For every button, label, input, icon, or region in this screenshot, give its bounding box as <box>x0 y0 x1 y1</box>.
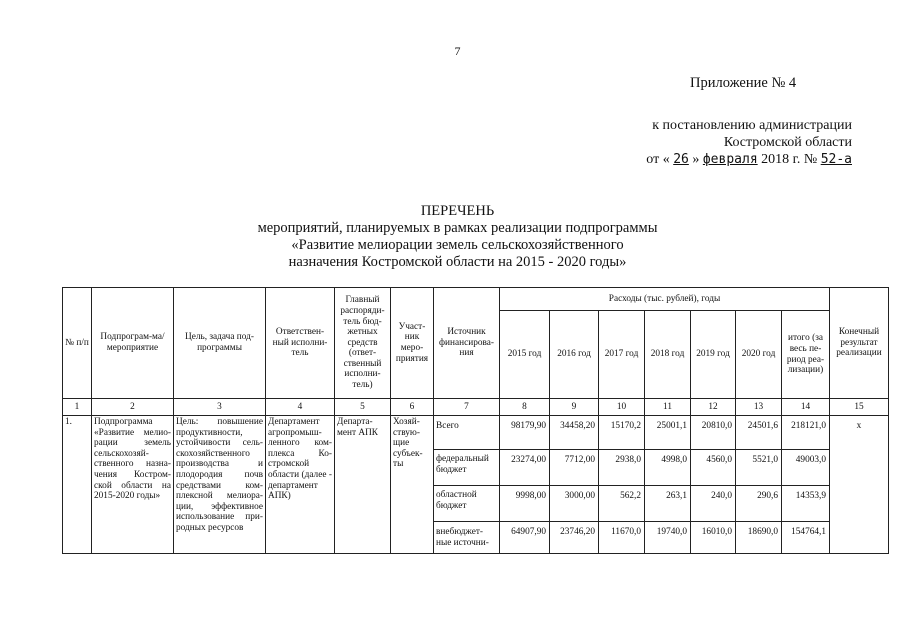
header-2018: 2018 год <box>645 311 691 399</box>
title-heading: ПЕРЕЧЕНЬ <box>420 203 495 219</box>
value-2020: 24501,6 <box>736 416 782 450</box>
value-2015: 9998,00 <box>500 486 550 522</box>
value-2020: 290,6 <box>736 486 782 522</box>
col-number: 10 <box>599 399 645 416</box>
funding-source: областной бюджет <box>434 486 500 522</box>
header-2016: 2016 год <box>550 311 599 399</box>
column-number-row <box>63 399 889 416</box>
col-number: 13 <box>736 399 782 416</box>
funding-row-total <box>63 416 889 450</box>
value-2015: 64907,90 <box>500 522 550 554</box>
value-2018: 19740,0 <box>645 522 691 554</box>
value-2017: 562,2 <box>599 486 645 522</box>
header-2019: 2019 год <box>691 311 736 399</box>
value-2019: 20810,0 <box>691 416 736 450</box>
funding-source: Всего <box>434 416 500 450</box>
date-month: февраля <box>702 152 758 167</box>
header-total: итого (за весь пе-риод реа-лизации) <box>782 311 830 399</box>
title-line-3: назначения Костромской области на 2015 - 2020 годы» <box>288 254 627 270</box>
value-total: 14353,9 <box>782 486 830 522</box>
col-number: 2 <box>92 399 174 416</box>
value-2018: 263,1 <box>645 486 691 522</box>
value-total: 154764,1 <box>782 522 830 554</box>
value-2019: 240,0 <box>691 486 736 522</box>
goal-cell: Цель: повышение продуктивности, устойчивости сель-скохозяйственного производства и плодородия почв средствами ком-плексной мелиора-ции, эффективное использование при-родных ресурсов <box>174 416 266 554</box>
value-2020: 5521,0 <box>736 450 782 486</box>
resolution-date-line <box>646 151 852 168</box>
col-number: 1 <box>63 399 92 416</box>
header-source: Источник финансирова-ния <box>434 288 500 399</box>
resolution-line-1: к постановлению администрации <box>652 118 852 133</box>
value-2019: 16010,0 <box>691 522 736 554</box>
header-participant: Участ-ник меро-приятия <box>391 288 434 399</box>
value-2016: 34458,20 <box>550 416 599 450</box>
header-manager: Главный распоряди-тель бюд-жетных средств (ответ-ственный исполни-тель) <box>335 288 391 399</box>
col-number: 5 <box>335 399 391 416</box>
header-num: № п/п <box>63 288 92 399</box>
col-number: 14 <box>782 399 830 416</box>
resolution-line-2: Костромской области <box>723 135 852 150</box>
value-2016: 23746,20 <box>550 522 599 554</box>
value-2015: 98179,90 <box>500 416 550 450</box>
title-line-1: мероприятий, планируемых в рамках реализации подпрограммы <box>257 220 658 236</box>
subprogram-cell: Подпрограмма «Развитие мелио-рации земель сельскохозяй-ственного назна-чения Костром-ской области на 2015-2020 годы» <box>92 416 174 554</box>
value-total: 218121,0 <box>782 416 830 450</box>
col-number: 4 <box>266 399 335 416</box>
date-year: 2018 г. № <box>761 152 818 167</box>
col-number: 3 <box>174 399 266 416</box>
appendix-title: Приложение № 4 <box>690 75 797 91</box>
header-executor: Ответствен-ный исполни-тель <box>266 288 335 399</box>
row-number: 1. <box>63 416 92 554</box>
document-title <box>0 203 905 271</box>
header-result: Конечный результат реализации <box>830 288 889 399</box>
value-2018: 4998,0 <box>645 450 691 486</box>
page-number: 7 <box>454 44 461 58</box>
value-2016: 3000,00 <box>550 486 599 522</box>
header-2015: 2015 год <box>500 311 550 399</box>
value-2016: 7712,00 <box>550 450 599 486</box>
col-number: 7 <box>434 399 500 416</box>
executor-cell: Департамент агропромыш-ленного ком-плекса Ко-стромской области (далее - департамент АПК) <box>266 416 335 554</box>
resolution-reference <box>646 117 852 168</box>
value-2017: 15170,2 <box>599 416 645 450</box>
participant-cell: Хозяй-ствую-щие субъек-ты <box>391 416 434 554</box>
funding-source: внебюджет-ные источни- <box>434 522 500 554</box>
measures-table <box>62 287 889 554</box>
header-2017: 2017 год <box>599 311 645 399</box>
title-line-2: «Развитие мелиорации земель сельскохозяйственного <box>291 237 624 253</box>
resolution-number: 52-а <box>820 152 852 167</box>
header-expenses: Расходы (тыс. рублей), годы <box>500 288 830 311</box>
date-prefix: от « <box>646 152 670 167</box>
value-total: 49003,0 <box>782 450 830 486</box>
col-number: 12 <box>691 399 736 416</box>
value-2017: 2938,0 <box>599 450 645 486</box>
result-cell: х <box>830 416 889 554</box>
col-number: 8 <box>500 399 550 416</box>
header-subprogram: Подпрограм-ма/мероприятие <box>92 288 174 399</box>
date-mid: » <box>692 152 700 167</box>
funding-source: федеральный бюджет <box>434 450 500 486</box>
value-2018: 25001,1 <box>645 416 691 450</box>
col-number: 11 <box>645 399 691 416</box>
col-number: 6 <box>391 399 434 416</box>
manager-cell: Департа-мент АПК <box>335 416 391 554</box>
header-goal: Цель, задача под-программы <box>174 288 266 399</box>
value-2017: 11670,0 <box>599 522 645 554</box>
col-number: 9 <box>550 399 599 416</box>
value-2019: 4560,0 <box>691 450 736 486</box>
header-row-1 <box>63 288 889 311</box>
col-number: 15 <box>830 399 889 416</box>
header-2020: 2020 год <box>736 311 782 399</box>
value-2020: 18690,0 <box>736 522 782 554</box>
date-day: 26 <box>673 152 689 167</box>
value-2015: 23274,00 <box>500 450 550 486</box>
